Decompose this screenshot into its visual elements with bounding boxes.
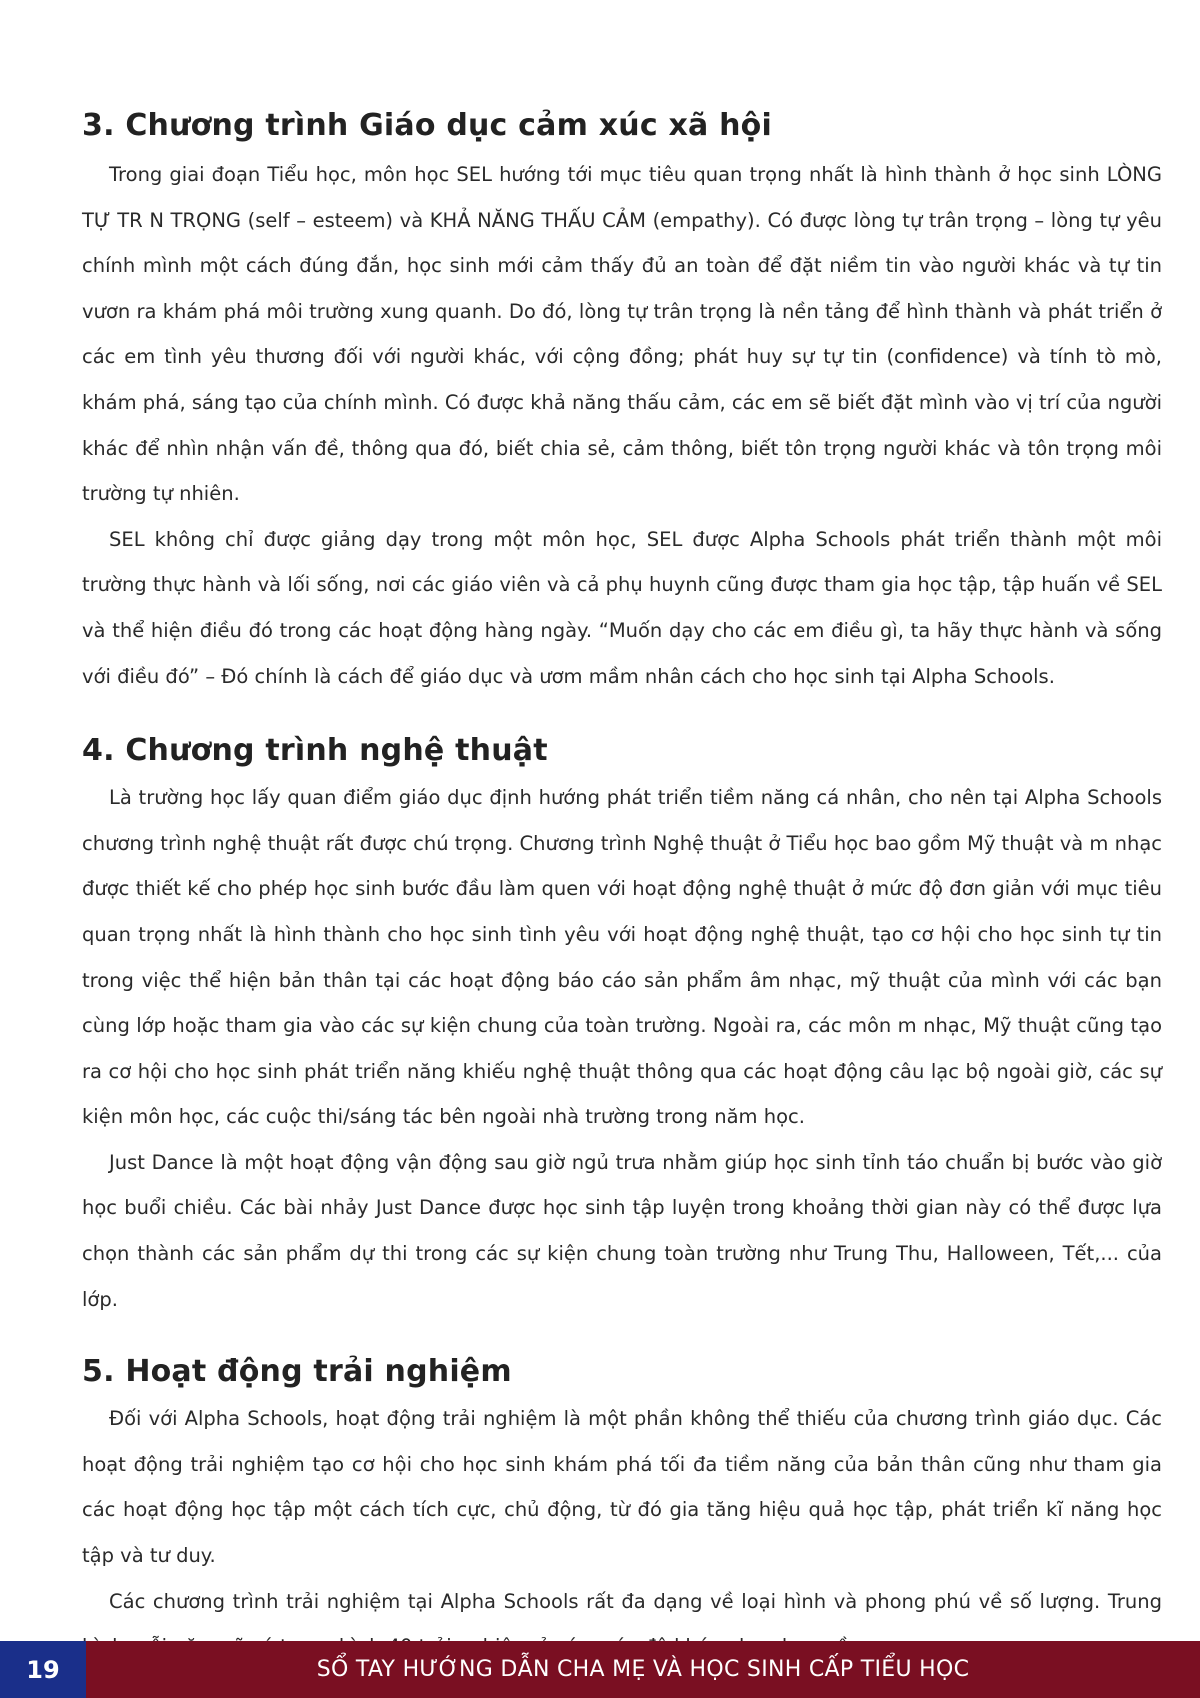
paragraph: Trong giai đoạn Tiểu học, môn học SEL hướng tới mục tiêu quan trọng nhất là hình thành ở học sinh LÒNG TỰ TR N TRỌNG (self – esteem) và KHẢ NĂNG THẤU CẢM (empathy). Có được lòng tự trân trọng – lòng tự yêu chính mình một cách đúng đắn, học sinh mới cảm thấy đủ an toàn để đặt niềm tin vào người khác và tự tin vươn ra khám phá môi trường xung quanh. Do đó, lòng tự trân trọng là nền tảng để hình thành và phát triển ở các em tình yêu thương đối với người khác, với cộng đồng; phát huy sự tự tin (confidence) và tính tò mò, khám phá, sáng tạo của chính mình. Có được khả năng thấu cảm, các em sẽ biết đặt mình vào vị trí của người khác để nhìn nhận vấn đề, thông qua đó, biết chia sẻ, cảm thông, biết tôn trọng người khác và tôn trọng môi trường tự nhiên.	[82, 163, 1162, 506]
paragraph: Là trường học lấy quan điểm giáo dục định hướng phát triển tiềm năng cá nhân, cho nên tại Alpha Schools chương trình nghệ thuật rất được chú trọng. Chương trình Nghệ thuật ở Tiểu học bao gồm Mỹ thuật và m nhạc được thiết kế cho phép học sinh bước đầu làm quen với hoạt động nghệ thuật ở mức độ đơn giản với mục tiêu quan trọng nhất là hình thành cho học sinh tình yêu với hoạt động nghệ thuật, tạo cơ hội cho học sinh tự tin trong việc thể hiện bản thân tại các hoạt động báo cáo sản phẩm âm nhạc, mỹ thuật của mình với các bạn cùng lớp hoặc tham gia vào các sự kiện chung của toàn trường. Ngoài ra, các môn m nhạc, Mỹ thuật cũng tạo ra cơ hội cho học sinh phát triển năng khiếu nghệ thuật thông qua các hoạt động câu lạc bộ ngoài giờ, các sự kiện môn học, các cuộc thi/sáng tác bên ngoài nhà trường trong năm học.	[82, 786, 1162, 1129]
paragraph: Các chương trình trải nghiệm tại Alpha Schools rất đa dạng về loại hình và phong phú về số lượng. Trung	[109, 1589, 1162, 1613]
footer-title: SỔ TAY HƯỚNG DẪN CHA MẸ VÀ HỌC SINH CẤP TIỂU HỌC	[86, 1641, 1200, 1698]
page-number: 19	[0, 1641, 86, 1698]
paragraph: SEL không chỉ được giảng dạy trong một môn học, SEL được Alpha Schools phát triển thành một môi trường thực hành và lối sống, nơi các giáo viên và cả phụ huynh cũng được tham gia học tập, tập huấn về SEL và thể hiện điều đó trong các hoạt động hàng ngày. “Muốn dạy cho các em điều gì, ta hãy thực hành và sống với điều đó” – Đó chính là cách để giáo dục và ươm mầm nhân cách cho học sinh tại Alpha Schools.	[82, 527, 1162, 688]
section-sel	[82, 100, 1162, 699]
page-footer	[0, 1641, 1200, 1698]
document-body	[82, 100, 1162, 1670]
section-heading-experiential: 5. Hoạt động trải nghiệm	[82, 1354, 512, 1390]
section-heading-arts: 4. Chương trình nghệ thuật	[82, 733, 548, 769]
paragraph: Đối với Alpha Schools, hoạt động trải nghiệm là một phần không thể thiếu của chương trình giáo dục. Các hoạt động trải nghiệm tạo cơ hội cho học sinh khám phá tối đa tiềm năng của bản thân cũng như tham gia các hoạt động học tập một cách tích cực, chủ động, từ đó gia tăng hiệu quả học tập, phát triển kĩ năng học tập và tư duy.	[82, 1407, 1162, 1568]
section-experiential	[82, 1348, 1162, 1670]
paragraph: Just Dance là một hoạt động vận động sau giờ ngủ trưa nhằm giúp học sinh tỉnh táo chuẩn bị bước vào giờ học buổi chiều. Các bài nhảy Just Dance được học sinh tập luyện trong khoảng thời gian này có thể được lựa chọn thành các sản phẩm dự thi trong các sự kiện chung toàn trường như Trung Thu, Halloween, Tết,... của lớp.	[82, 1150, 1162, 1311]
section-heading-sel: 3. Chương trình Giáo dục cảm xúc xã hội	[82, 108, 772, 143]
section-arts	[82, 727, 1162, 1322]
